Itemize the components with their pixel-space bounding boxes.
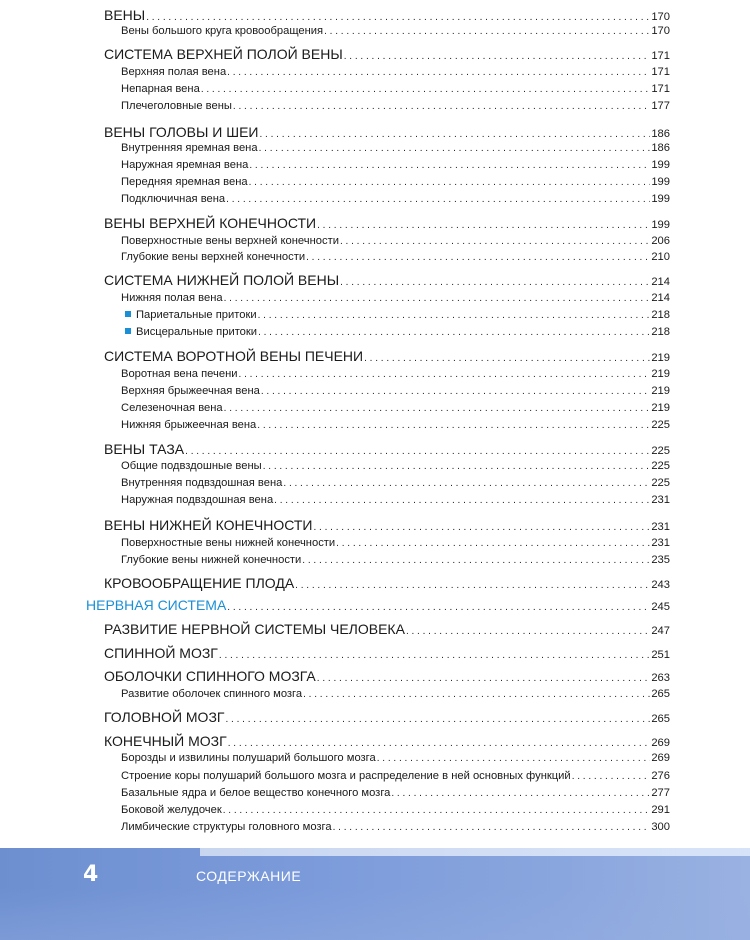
toc-page-number: 206 — [651, 235, 670, 247]
toc-section[interactable] — [121, 100, 670, 112]
toc-chapter[interactable] — [104, 709, 670, 725]
toc-chapter[interactable] — [104, 733, 670, 749]
toc-section[interactable] — [121, 688, 670, 700]
toc-entry-title — [121, 251, 305, 263]
toc-page-number: 243 — [651, 579, 670, 591]
toc-entry-text: Борозды и извилины полушарий большого мозга — [121, 752, 376, 764]
toc-section[interactable] — [121, 142, 670, 154]
toc-entry-title — [104, 575, 294, 591]
toc-entry-text: ОБОЛОЧКИ СПИННОГО МОЗГА — [104, 668, 316, 684]
toc-section[interactable] — [121, 385, 670, 397]
toc-page-number: 276 — [651, 770, 670, 782]
toc-entry-text: Общие подвздошные вены — [121, 460, 262, 472]
toc-page-number: 170 — [651, 25, 670, 37]
toc-page-number: 171 — [651, 83, 670, 95]
toc-entry-text: ГОЛОВНОЙ МОЗГ — [104, 709, 225, 725]
toc-entry-title — [104, 621, 405, 637]
toc-section[interactable] — [121, 83, 670, 95]
toc-page-number: 300 — [651, 821, 670, 833]
toc-entry-text: СИСТЕМА НИЖНЕЙ ПОЛОЙ ВЕНЫ — [104, 272, 340, 288]
toc-page-number: 263 — [651, 672, 670, 684]
toc-page-number: 231 — [651, 494, 670, 506]
dot-leader — [258, 326, 650, 338]
toc-entry-title — [121, 494, 273, 506]
toc-entry-text: Передняя яремная вена — [121, 176, 248, 188]
toc-entry-title — [121, 292, 223, 304]
footer-highlight-band — [200, 848, 750, 856]
dot-leader — [263, 460, 651, 472]
dot-leader — [201, 83, 651, 95]
toc-entry-title — [121, 537, 335, 549]
toc-entry-text: СИСТЕМА ВЕРХНЕЙ ПОЛОЙ ВЕНЫ — [104, 46, 343, 62]
toc-part[interactable] — [86, 597, 670, 613]
toc-page-number: 247 — [651, 625, 670, 637]
toc-entry-text: РАЗВИТИЕ НЕРВНОЙ СИСТЕМЫ ЧЕЛОВЕКА — [104, 621, 405, 637]
toc-entry-text: КРОВООБРАЩЕНИЕ ПЛОДА — [104, 575, 295, 591]
toc-page-number: 214 — [651, 276, 670, 288]
dot-leader — [317, 215, 650, 231]
toc-section[interactable] — [121, 804, 670, 816]
toc-chapter[interactable] — [104, 46, 670, 62]
toc-entry-text: Висцеральные притоки — [136, 326, 258, 338]
toc-entry-title — [104, 645, 218, 661]
dot-leader — [227, 66, 650, 78]
toc-page-number: 225 — [651, 477, 670, 489]
dot-leader — [317, 668, 651, 684]
toc-entry-text: Верхняя полая вена — [121, 66, 227, 78]
toc-entry-text: ВЕНЫ НИЖНЕЙ КОНЕЧНОСТИ — [104, 517, 313, 533]
dot-leader — [225, 709, 650, 725]
toc-entry-title — [125, 309, 257, 321]
dot-leader — [333, 821, 651, 833]
toc-entry-title — [121, 83, 200, 95]
toc-page-number: 251 — [651, 649, 670, 661]
toc-chapter[interactable] — [104, 348, 670, 364]
toc-entry-text: Глубокие вены верхней конечности — [121, 251, 306, 263]
toc-entry-text: Поверхностные вены верхней конечности — [121, 235, 339, 247]
toc-entry-title — [104, 441, 184, 457]
toc-entry-text: Плечеголовные вены — [121, 100, 232, 112]
toc-section[interactable] — [121, 193, 670, 205]
toc-page-number: 219 — [651, 402, 670, 414]
toc-entry-title — [104, 272, 339, 288]
toc-chapter[interactable] — [104, 575, 670, 591]
toc-section[interactable] — [121, 537, 670, 549]
toc-section[interactable] — [121, 251, 670, 263]
toc-entry-title — [121, 159, 248, 171]
toc-entry-text: Строение коры полушарий большого мозга и распределение в ней основных функций — [121, 770, 571, 782]
dot-leader — [336, 537, 650, 549]
dot-leader — [261, 385, 650, 397]
dot-leader — [219, 645, 650, 661]
dot-leader — [224, 292, 651, 304]
toc-entry-text: Непарная вена — [121, 83, 200, 95]
toc-entry-title — [125, 326, 257, 338]
dot-leader — [227, 597, 650, 613]
toc-page-number: 218 — [651, 309, 670, 321]
toc-section[interactable] — [121, 176, 670, 188]
toc-page-number: 219 — [651, 368, 670, 380]
dot-leader — [340, 235, 650, 247]
toc-section[interactable] — [121, 292, 670, 304]
toc-entry-text: Поверхностные вены нижней конечности — [121, 537, 336, 549]
toc-entry-text: ВЕНЫ ВЕРХНЕЙ КОНЕЧНОСТИ — [104, 215, 317, 231]
toc-section[interactable] — [121, 235, 670, 247]
toc-entry-text: Глубокие вены нижней конечности — [121, 554, 302, 566]
toc-section[interactable] — [121, 460, 670, 472]
dot-leader — [364, 348, 650, 364]
toc-entry-text: КОНЕЧНЫЙ МОЗГ — [104, 733, 227, 749]
toc-entry-text: СПИННОЙ МОЗГ — [104, 645, 218, 661]
dot-leader — [249, 159, 650, 171]
dot-leader — [146, 7, 650, 23]
toc-entry-text: Развитие оболочек спинного мозга — [121, 688, 303, 700]
toc-entry-text: Нижняя брыжеечная вена — [121, 419, 257, 431]
toc-entry-title — [121, 554, 301, 566]
toc-entry-text: СИСТЕМА ВОРОТНОЙ ВЕНЫ ПЕЧЕНИ — [104, 348, 364, 364]
toc-entry-text: Базальные ядра и белое вещество конечного мозга — [121, 787, 391, 799]
toc-chapter[interactable] — [104, 668, 670, 684]
toc-entry-title — [104, 668, 316, 684]
toc-entry-text: Воротная вена печени — [121, 368, 238, 380]
dot-leader — [228, 733, 651, 749]
toc-page-number: 231 — [651, 537, 670, 549]
toc-entry-text: ВЕНЫ — [104, 7, 146, 23]
dot-leader — [303, 688, 650, 700]
toc-entry-title — [121, 66, 226, 78]
toc-section[interactable] — [121, 402, 670, 414]
toc-entry-text: Париетальные притоки — [136, 309, 257, 321]
dot-leader — [391, 787, 650, 799]
toc-entry-text: ВЕНЫ ТАЗА — [104, 441, 185, 457]
toc-entry-title — [121, 688, 302, 700]
toc-section[interactable] — [121, 752, 670, 764]
dot-leader — [258, 309, 651, 321]
toc-page-number: 199 — [651, 193, 670, 205]
toc-page-number: 177 — [651, 100, 670, 112]
toc-page-number: 265 — [651, 688, 670, 700]
toc-entry-text: Наружная подвздошная вена — [121, 494, 274, 506]
dot-leader — [226, 193, 650, 205]
toc-entry-text: Верхняя брыжеечная вена — [121, 385, 260, 397]
toc-chapter[interactable] — [104, 215, 670, 231]
toc-page-number: 186 — [651, 142, 670, 154]
toc-entry-title — [121, 787, 390, 799]
toc-entry-text: Боковой желудочек — [121, 804, 222, 816]
toc-chapter[interactable] — [104, 7, 670, 23]
toc-section[interactable] — [121, 477, 670, 489]
dot-leader — [223, 804, 651, 816]
toc-entry-title — [121, 193, 225, 205]
toc-entry-text: Внутренняя яремная вена — [121, 142, 258, 154]
toc-chapter[interactable] — [104, 441, 670, 457]
toc-entry-title — [121, 460, 262, 472]
toc-chapter[interactable] — [104, 517, 670, 533]
toc-entry-title — [121, 368, 238, 380]
toc-page-number: 225 — [651, 419, 670, 431]
dot-leader — [406, 621, 650, 637]
toc-page-number: 210 — [651, 251, 670, 263]
toc-entry-title — [104, 348, 363, 364]
dot-leader — [249, 176, 651, 188]
toc-entry-title — [121, 419, 256, 431]
toc-entry-title — [121, 804, 222, 816]
toc-page-number: 214 — [651, 292, 670, 304]
toc-entry-title — [121, 770, 571, 782]
toc-entry-text: НЕРВНАЯ СИСТЕМА — [86, 597, 227, 613]
toc-entry-text: Вены большого круга кровообращения — [121, 25, 324, 37]
toc-page-number: 235 — [651, 554, 670, 566]
toc-page-number: 225 — [651, 445, 670, 457]
toc-entry-text: Селезеночная вена — [121, 402, 223, 414]
toc-entry-text: Внутренняя подвздошная вена — [121, 477, 283, 489]
toc-section[interactable] — [121, 159, 670, 171]
toc-page-number: 277 — [651, 787, 670, 799]
dot-leader — [314, 517, 651, 533]
toc-section[interactable] — [121, 770, 670, 782]
toc-section[interactable] — [121, 66, 670, 78]
toc-entry-text: Лимбические структуры головного мозга — [121, 821, 332, 833]
toc-chapter[interactable] — [104, 272, 670, 288]
dot-leader — [344, 46, 651, 62]
toc-entry-title — [121, 100, 232, 112]
toc-page-number: 199 — [651, 219, 670, 231]
toc-section[interactable] — [121, 494, 670, 506]
dot-leader — [259, 124, 650, 140]
toc-chapter[interactable] — [104, 621, 670, 637]
toc-page-number: 171 — [651, 66, 670, 78]
toc-section[interactable] — [121, 787, 670, 799]
toc-page-number: 265 — [651, 713, 670, 725]
square-bullet-icon — [125, 328, 131, 334]
toc-page-number: 219 — [651, 352, 670, 364]
toc-section[interactable] — [121, 554, 670, 566]
toc-page-number: 225 — [651, 460, 670, 472]
dot-leader — [324, 25, 650, 37]
toc-entry-title — [104, 709, 224, 725]
dot-leader — [377, 752, 651, 764]
toc-entry-text: ВЕНЫ ГОЛОВЫ И ШЕИ — [104, 124, 259, 140]
toc-page-number: 218 — [651, 326, 670, 338]
toc-entry-title — [121, 176, 248, 188]
toc-page-number: 231 — [651, 521, 670, 533]
toc-subsubsection[interactable] — [125, 326, 670, 338]
toc-entry-title — [104, 7, 145, 23]
dot-leader — [259, 142, 651, 154]
footer-shade — [0, 888, 750, 940]
square-bullet-icon — [125, 311, 131, 317]
toc-entry-text: Подключичная вена — [121, 193, 226, 205]
toc-section[interactable] — [121, 25, 670, 37]
dot-leader — [572, 770, 651, 782]
toc-chapter[interactable] — [104, 645, 670, 661]
toc-entry-text: Наружная яремная вена — [121, 159, 249, 171]
toc-section[interactable] — [121, 821, 670, 833]
dot-leader — [239, 368, 651, 380]
toc-section[interactable] — [121, 368, 670, 380]
toc-chapter[interactable] — [104, 124, 670, 140]
toc-page-number: 269 — [651, 737, 670, 749]
dot-leader — [340, 272, 650, 288]
toc-page-number: 219 — [651, 385, 670, 397]
toc-entry-title — [104, 46, 343, 62]
toc-page-number: 269 — [651, 752, 670, 764]
section-title: СОДЕРЖАНИЕ — [196, 868, 302, 884]
toc-page-number: 170 — [651, 11, 670, 23]
page-number: 4 — [83, 862, 99, 887]
dot-leader — [295, 575, 650, 591]
dot-leader — [306, 251, 650, 263]
toc-entry-title — [121, 25, 323, 37]
toc-entry-title — [104, 733, 227, 749]
toc-entry-title — [121, 402, 223, 414]
toc-page-number: 291 — [651, 804, 670, 816]
dot-leader — [224, 402, 651, 414]
dot-leader — [274, 494, 650, 506]
toc-entry-title — [104, 124, 258, 140]
dot-leader — [257, 419, 650, 431]
toc-entry-title — [121, 752, 376, 764]
toc-page-number: 245 — [651, 601, 670, 613]
toc-subsubsection[interactable] — [125, 309, 670, 321]
dot-leader — [185, 441, 650, 457]
toc-page-number: 199 — [651, 176, 670, 188]
page-footer — [0, 848, 750, 940]
toc-page-number: 171 — [651, 50, 670, 62]
toc-entry-title — [86, 597, 226, 613]
toc-entry-text: Нижняя полая вена — [121, 292, 223, 304]
toc-page-number: 199 — [651, 159, 670, 171]
toc-entry-title — [121, 477, 282, 489]
toc-entry-title — [121, 385, 260, 397]
toc-entry-title — [104, 215, 316, 231]
toc-entry-title — [104, 517, 313, 533]
toc-entry-title — [121, 142, 258, 154]
dot-leader — [233, 100, 650, 112]
toc-entry-title — [121, 235, 339, 247]
toc-entry-title — [121, 821, 332, 833]
dot-leader — [283, 477, 650, 489]
toc-section[interactable] — [121, 419, 670, 431]
dot-leader — [302, 554, 650, 566]
toc-page-number: 186 — [651, 128, 670, 140]
